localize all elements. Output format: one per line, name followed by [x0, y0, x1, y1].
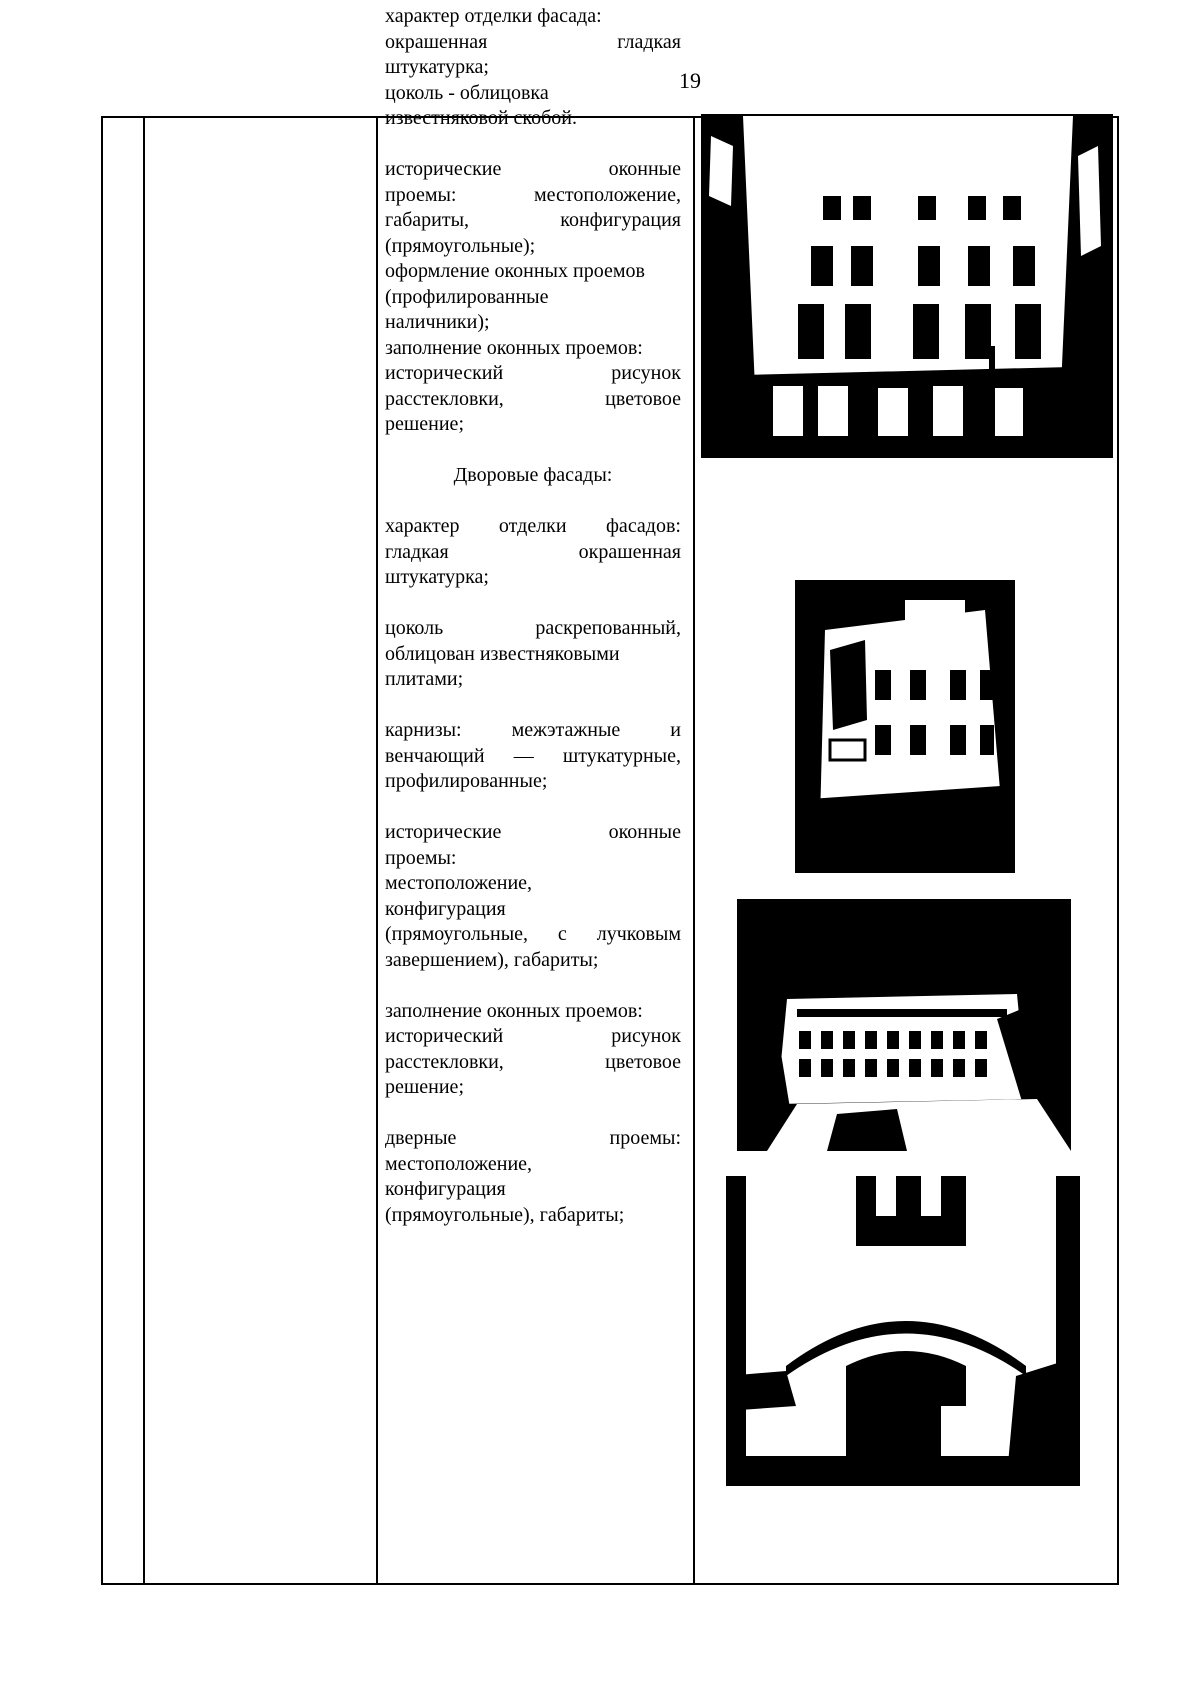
courtyard-doors: [385, 1126, 681, 1228]
text-line: дверные проемы:: [385, 1127, 681, 1149]
courtyard-windows: [385, 820, 681, 973]
text-line: исторические оконные: [385, 821, 681, 843]
text-line: исторический рисунок: [385, 1025, 681, 1047]
text-line: облицован известняковыми: [385, 642, 620, 665]
text-line: карнизы: межэтажные и: [385, 719, 681, 741]
text-line: цоколь раскрепованный,: [385, 617, 681, 639]
text-line: профилированные;: [385, 770, 548, 792]
text-line: характер отделки фасада:: [385, 5, 602, 27]
text-line: исторический рисунок: [385, 362, 681, 384]
text-line: цоколь - облицовка: [385, 81, 549, 104]
column-divider-3: [693, 118, 695, 1583]
text-line: расстекловки, цветовое: [385, 387, 681, 410]
courtyard-finish: [385, 514, 681, 591]
text-line: венчающий — штукатурные,: [385, 744, 681, 767]
text-line: (прямоугольные, с лучковым: [385, 923, 681, 945]
column-divider-1: [143, 118, 145, 1583]
courtyard-door-photo: [726, 1176, 1080, 1486]
main-facade-finish: [385, 4, 681, 132]
courtyard-plinth: [385, 616, 681, 693]
text-line: окрашенная гладкая: [385, 30, 681, 53]
text-line: расстекловки, цветовое: [385, 1050, 681, 1073]
text-line: решение;: [385, 413, 464, 435]
text-line: габариты, конфигурация: [385, 209, 681, 231]
text-line: плитами;: [385, 668, 464, 690]
text-line: конфигурация: [385, 1178, 506, 1200]
text-line: характер отделки фасадов:: [385, 515, 681, 537]
text-line: наличники);: [385, 311, 490, 333]
column-divider-2: [376, 118, 378, 1583]
text-line: проемы:: [385, 846, 457, 869]
text-line: проемы: местоположение,: [385, 183, 681, 206]
text-line: (прямоугольные);: [385, 234, 536, 257]
text-line: (профилированные: [385, 285, 549, 308]
text-line: заполнение оконных проемов:: [385, 336, 643, 359]
main-facade-windows: [385, 157, 681, 438]
courtyard-heading: Дворовые фасады:: [453, 464, 613, 486]
text-line: штукатурка;: [385, 56, 489, 78]
text-line: конфигурация: [385, 897, 506, 920]
description-column: [385, 4, 681, 1228]
text-line: гладкая окрашенная: [385, 540, 681, 563]
text-line: завершением), габариты;: [385, 948, 599, 971]
text-line: исторические оконные: [385, 158, 681, 180]
text-line: местоположение,: [385, 872, 533, 894]
page-number: 19: [679, 68, 701, 93]
text-line: оформление оконных проемов: [385, 260, 645, 282]
courtyard-wide-photo: [737, 899, 1071, 1151]
courtyard-facade-photo: [795, 580, 1015, 873]
text-line: местоположение,: [385, 1152, 533, 1175]
text-line: штукатурка;: [385, 566, 489, 588]
courtyard-glazing: [385, 999, 681, 1101]
text-line: решение;: [385, 1076, 464, 1098]
text-line: заполнение оконных проемов:: [385, 999, 643, 1022]
main-facade-photo: [703, 116, 1111, 456]
courtyard-cornices: [385, 718, 681, 795]
text-line: (прямоугольные), габариты;: [385, 1203, 625, 1226]
text-line: известняковой скобой.: [385, 107, 577, 129]
